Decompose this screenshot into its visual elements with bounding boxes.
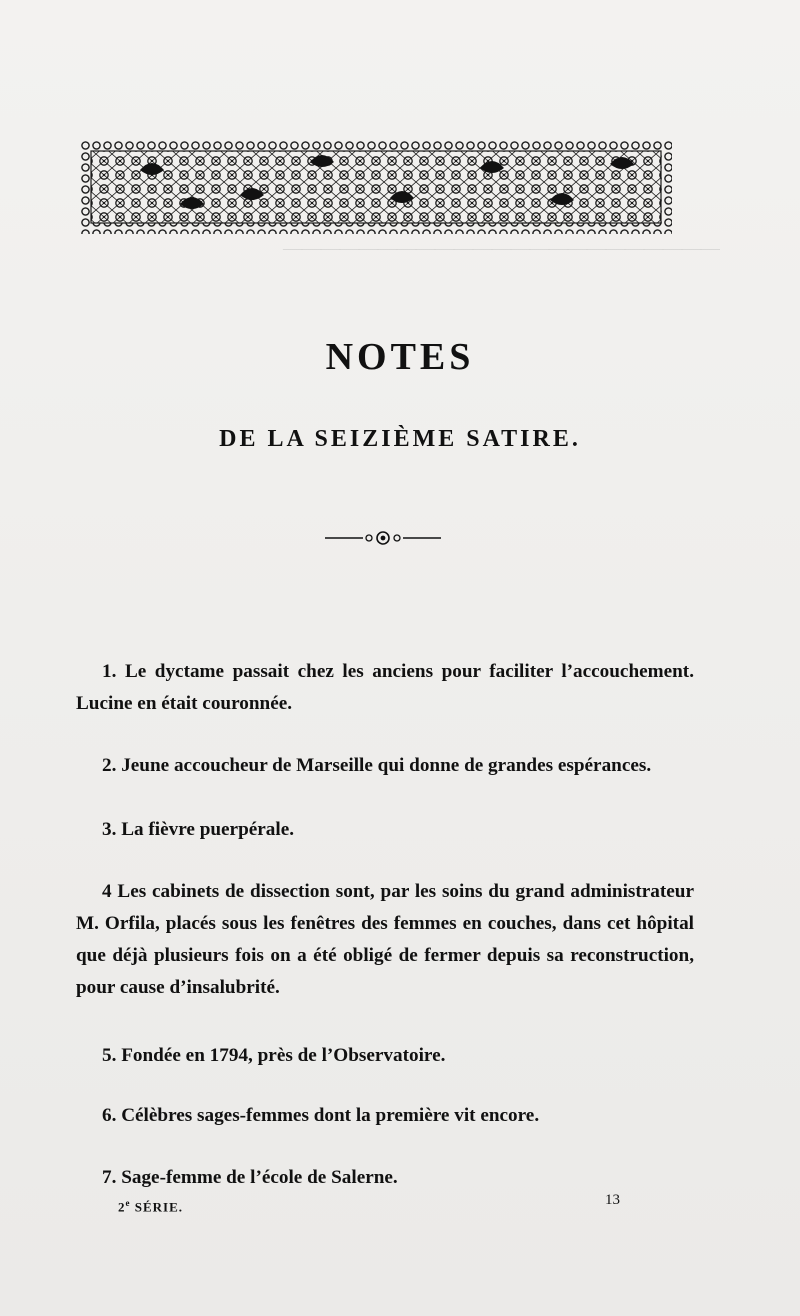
- note-number: 3.: [102, 819, 117, 840]
- page-number: 13: [605, 1192, 620, 1208]
- series-number: 2: [118, 1199, 126, 1215]
- section-divider-ornament: [325, 530, 441, 546]
- series-signature: [118, 1198, 183, 1215]
- note-text: Sage-femme de l’école de Salerne.: [121, 1167, 398, 1188]
- note-item: [76, 1040, 694, 1072]
- note-text: Célèbres sages-femmes dont la première vit encore.: [121, 1105, 540, 1126]
- note-text: Jeune accoucheur de Marseille qui donne de grandes espérances.: [121, 755, 652, 776]
- header-ornament: [80, 140, 672, 234]
- note-item: [76, 876, 694, 1004]
- page-title: NOTES: [325, 336, 475, 378]
- note-text: Le dyctame passait chez les anciens pour faciliter l’accouchement. Lucine en était couronnée.: [76, 661, 694, 714]
- series-word: SÉRIE.: [134, 1199, 184, 1215]
- note-number: 5.: [102, 1045, 117, 1066]
- show-through-text: ———————————————————————: [283, 238, 720, 259]
- note-number: 6.: [102, 1105, 117, 1126]
- note-text: Les cabinets de dissection sont, par les soins du grand administrateur M. Orfila, placés sous les fenêtres des femmes en couches, dans cet hôpital que déjà plusieurs fois on a été obligé de fermer depuis sa reconstruction, pour cause d’insalubrité.: [76, 881, 694, 998]
- note-number: 4: [102, 881, 112, 902]
- page-subtitle: DE LA SEIZIÈME SATIRE.: [219, 426, 581, 452]
- note-item: [76, 1100, 694, 1132]
- note-text: La fièvre puerpérale.: [121, 819, 295, 840]
- note-number: 1.: [102, 661, 117, 682]
- note-text: Fondée en 1794, près de l’Observatoire.: [121, 1045, 446, 1066]
- note-number: 2.: [102, 755, 117, 776]
- note-item: [76, 814, 694, 846]
- note-item: [76, 656, 694, 720]
- note-number: 7.: [102, 1167, 117, 1188]
- note-item: [76, 1162, 694, 1194]
- note-item: [76, 750, 694, 782]
- series-superscript: e: [125, 1198, 131, 1208]
